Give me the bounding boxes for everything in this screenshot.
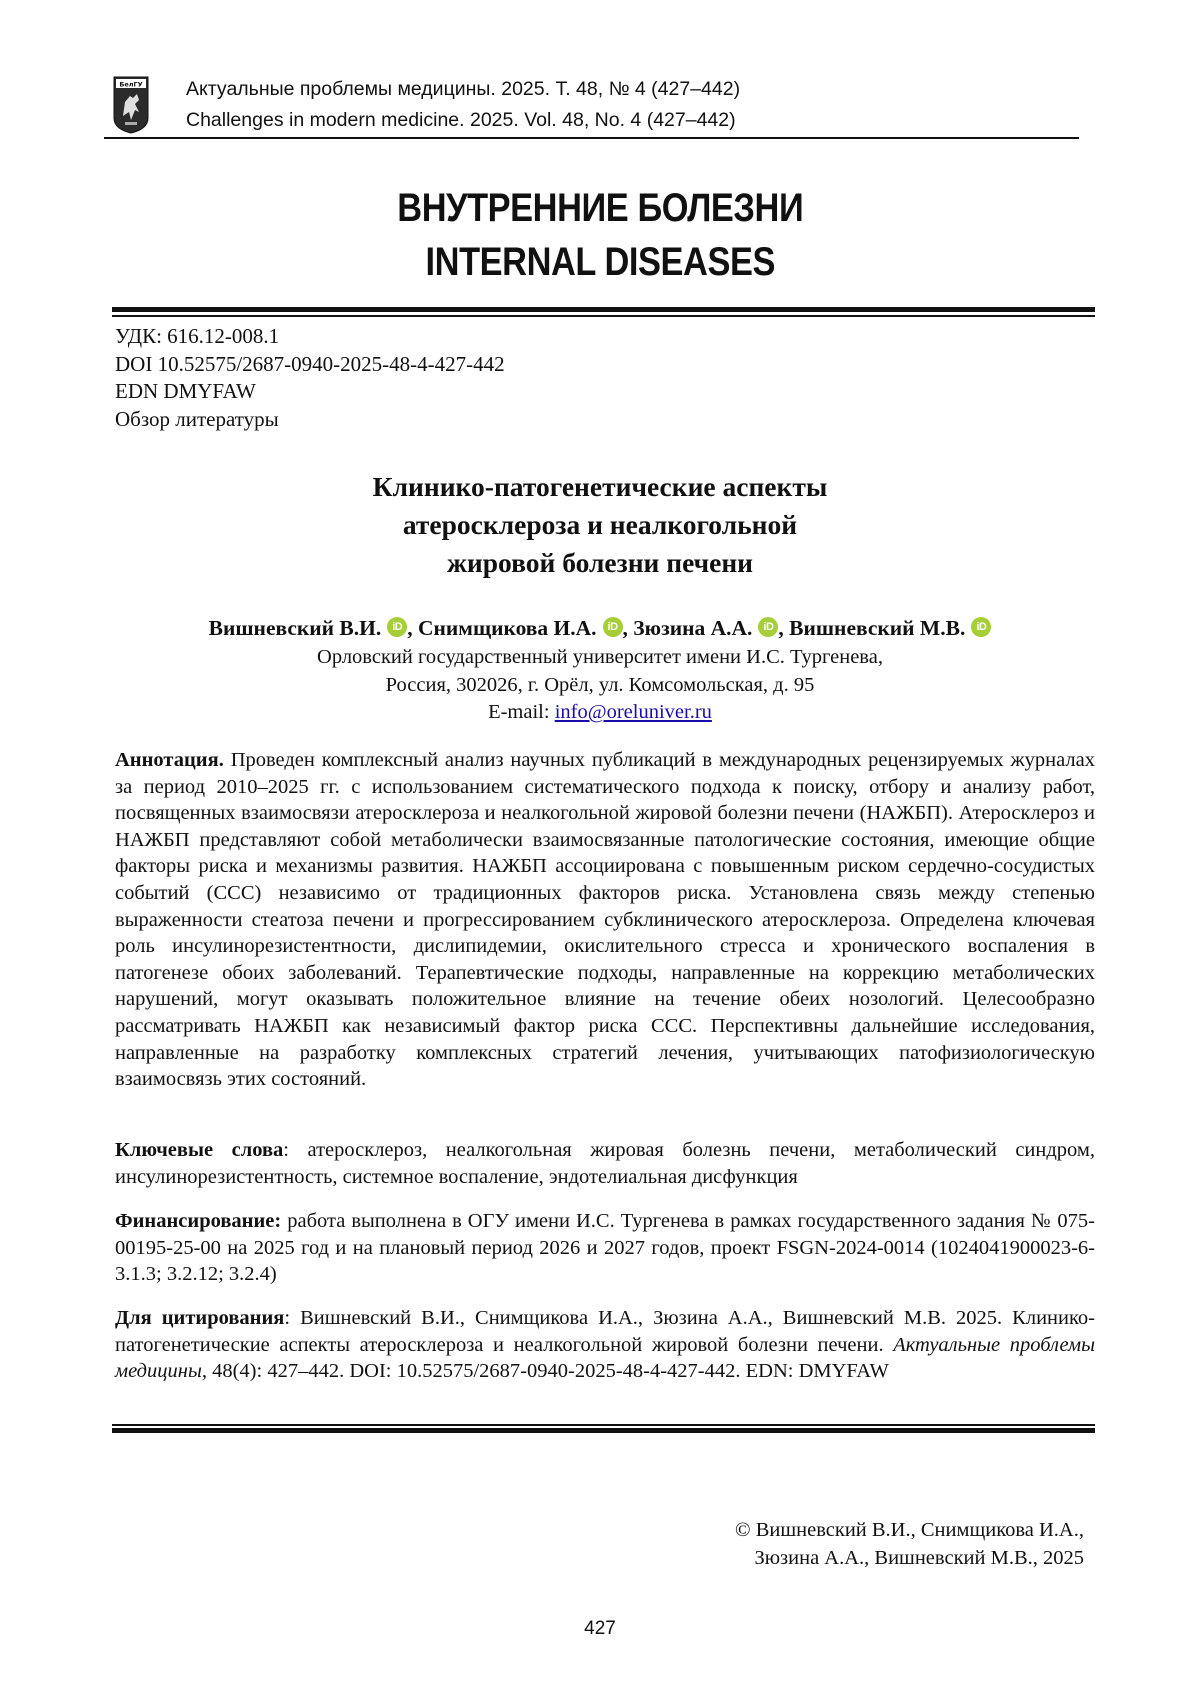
- orcid-icon[interactable]: iD: [387, 617, 407, 637]
- university-logo: [113, 76, 149, 134]
- running-header: [110, 66, 1080, 140]
- article-type: Обзор литературы: [115, 406, 279, 431]
- footer-divider-thin: [112, 1424, 1095, 1426]
- funding-label: Финансирование:: [115, 1210, 282, 1232]
- abstract-text: Проведен комплексный анализ научных публикаций в международных рецензируемых журналах за период 2010–2025 гг. с использованием систематического подхода к поиску, отбору и анализу работ, посвященных взаимосвязи атеросклероза и неалкогольной жировой болезни печени (НАЖБП). Атеросклероз и НАЖБП представляют собой метаболически взаимосвязанные патологические состояния, имеющие общие факторы риска и механизмы развития. НАЖБП ассоциирована с повышенным риском сердечно-сосудистых событий (ССС) независимо от традиционных факторов риска. Установлена связь между степенью выраженности стеатоза печени и прогрессированием субклинического атеросклероза. Определена ключевая роль инсулинорезистентности, дислипидемии, окислительного стресса и хронического воспаления в патогенезе обоих заболеваний. Терапевтические подходы, направленные на коррекцию метаболических нарушений, могут оказывать положительное влияние на течение обеих нозологий. Целесообразно рассматривать НАЖБП как независимый фактор риска ССС. Перспективны дальнейшие исследования, направленные на разработку комплексных стратегий лечения, учитывающих патофизиологическую взаимосвязь этих состояний.: [115, 749, 1095, 1091]
- copyright: [735, 1516, 1084, 1572]
- citation-text: : Вишневский В.И., Снимщикова И.А., Зюзина А.А., Вишневский М.В. 2025. Клинико-патогенетические аспекты атеросклероза и неалкогольной жировой болезни печени.: [115, 1307, 1095, 1356]
- citation-details: , 48(4): 427–442. DOI: 10.52575/2687-0940-2025-48-4-427-442. EDN: DMYFAW: [201, 1360, 889, 1383]
- section-title: [84, 181, 1116, 289]
- citation: [115, 1305, 1095, 1385]
- funding: [115, 1208, 1095, 1288]
- email-label: E-mail:: [488, 701, 550, 723]
- keywords: [115, 1137, 1095, 1190]
- doi: DOI 10.52575/2687-0940-2025-48-4-427-442: [115, 351, 505, 376]
- funding-text: работа выполнена в ОГУ имени И.С. Тургенева в рамках государственного задания № 075-00195-25-00 на 2025 год и на плановый период 2026 и 2027 годов, проект FSGN-2024-0014 (1024041900023-6-3.1.3; 3.2.12; 3.2.4): [115, 1210, 1095, 1286]
- article-title-line: Клинико-патогенетические аспекты: [372, 471, 828, 502]
- copyright-line: Зюзина А.А., Вишневский М.В., 2025: [754, 1547, 1084, 1569]
- affiliation: [0, 644, 1200, 727]
- author-name: Зюзина А.А.: [633, 616, 753, 640]
- udk: УДК: 616.12-008.1: [115, 324, 280, 348]
- keywords-text: : атеросклероз, неалкогольная жировая болезнь печени, метаболический синдром, инсулинорезистентность, системное воспаление, эндотелиальная дисфункция: [115, 1139, 1095, 1188]
- orcid-icon[interactable]: iD: [971, 617, 991, 637]
- author-name: Вишневский В.И.: [208, 616, 382, 640]
- section-divider-thick: [112, 307, 1095, 312]
- abstract: [115, 747, 1095, 1093]
- article-title-line: жировой болезни печени: [446, 547, 754, 578]
- journal-citation-lines: [186, 74, 740, 136]
- abstract-label: Аннотация.: [115, 749, 224, 771]
- section-title-en: INTERNAL DISEASES: [425, 240, 776, 284]
- copyright-line: © Вишневский В.И., Снимщикова И.А.,: [735, 1519, 1084, 1541]
- article-meta: [115, 323, 505, 433]
- article-title-line: атеросклероза и неалкогольной: [402, 509, 798, 540]
- affiliation-institution: Орловский государственный университет имени И.С. Тургенева,: [317, 646, 883, 668]
- author-name: Снимщикова И.А.: [418, 616, 597, 640]
- orcid-icon[interactable]: iD: [603, 617, 623, 637]
- keywords-label: Ключевые слова: [115, 1139, 284, 1161]
- affiliation-email-line: [0, 699, 1200, 727]
- orcid-icon[interactable]: iD: [758, 617, 778, 637]
- journal-name-ru: Актуальные проблемы медицины. 2025. Т. 48, № 4 (427–442): [186, 78, 741, 100]
- affiliation-address: Россия, 302026, г. Орёл, ул. Комсомольская, д. 95: [385, 673, 815, 696]
- edn: EDN DMYFAW: [115, 379, 256, 403]
- header-divider: [104, 137, 1079, 139]
- section-title-ru: ВНУТРЕННИЕ БОЛЕЗНИ: [397, 186, 804, 230]
- logo-lettering: БелГУ: [119, 80, 143, 89]
- email-link[interactable]: info@oreluniver.ru: [554, 701, 712, 723]
- citation-journal: Актуальные проблемы медицины: [115, 1333, 1096, 1383]
- journal-name-en: Challenges in modern medicine. 2025. Vol. 48, No. 4 (427–442): [186, 109, 736, 131]
- author-list: Вишневский В.И. iD , Снимщикова И.А. iD , Зюзина А.А. iD , Вишневский М.В. iD: [0, 614, 1200, 642]
- footer-divider-thick: [112, 1428, 1095, 1433]
- section-divider-thin: [112, 315, 1095, 317]
- author-name: Вишневский М.В.: [789, 616, 966, 640]
- article-title: [0, 468, 1200, 582]
- citation-label: Для цитирования: [115, 1307, 285, 1329]
- page-number: 427: [584, 1618, 616, 1639]
